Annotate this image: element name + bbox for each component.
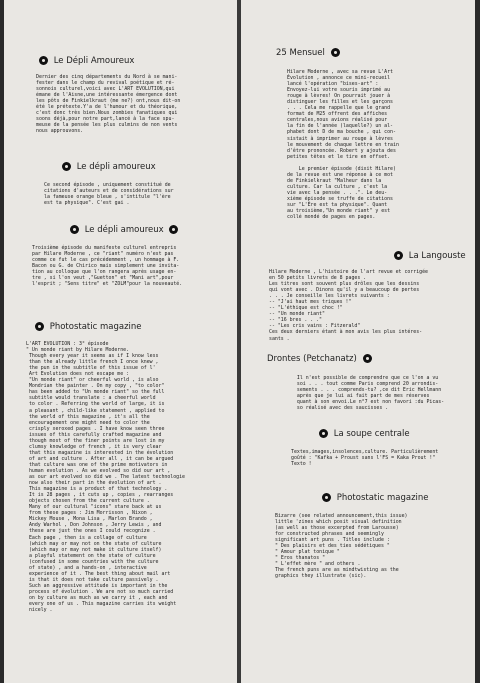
- section-heading: [267, 354, 375, 364]
- section-title: 25 Mensuel: [276, 48, 325, 58]
- bullet-icon: [70, 225, 79, 234]
- section-body: Bizarre (see related announcement,this issue) little 'zines which posit visual definition (as well as those excerpted from Larousse) for constructed phrases and seemingly significant art puns . Titles include : " Des plaisirs et des ties sédétiques " " Amour plat tonique " " Eros thanatos " " L'effet mère " and others . The french puns are as mindtwisting as the graphics they illustrate (sic).: [275, 513, 408, 580]
- section-body: L'ART EVOLUTION : 3° épisode " Un monde riant by Hilare Moderne. Though every year it seems as if I know less than the already little french I once knew , the pun in the subtitle of this issue of l' Art Evolution does not escape me : "Un monde riant" or cheerful world , is also Mondrian the painter . On my copy , "to color" has been added to "Un monde riant" so the full subtitle would translate : a cheerful world to color . Referring the world of large, it is a pleasant , child-like statement , applied to the world of this magazine , it's all the encouragement one might need to color the crisply xeroxed pages . I have know seen three issues of this carefully crafted magazine and though most of the finer points are lost in my clumsy knowledge of french , it is very clear that this magazine is interested in the évolution of art and culture . After all , it can be argued that culture was one of the prime motivators in human evolution . As we evolved so did our art , as our art evolved so did we . The latest technologie now also their part in the évolution of art . This magazine is a product of that technology . It is 28 pages , it cuts up , copies , rearranges objects chosen from the current culture . Many of our cultural "icons" stare back at us from these pages : Jim Morrisson , Nixon , Mickey Mouse , Mona Lisa , Marlon Brando , Andy Warhol , Don Johnson , Jerry Lewis , and these are just the ones I could recognize . Each page , then is a collage of culture (which may or may not on the state of culture (which may or may not make it culture itself) a playful statement on the state of culture (confused in some countries with the culture of state) , and a hands-on , interactive experience of it . The best thing about mail art is that it does not take culture passively . Such an aggressive attitude is important in the process of évolution . We are not so much carried on by culture as much as we carry it , each and every one of us . This magazine carries its weight nicely .: [26, 341, 185, 614]
- bullet-icon: [319, 429, 328, 438]
- section-body: Troisième épisode du manifeste culturel entrepris par Hilare Moderne , ce "riant" numéro n'est pas comme ce fut le cas précédemment , un hommage à F. Bacon ou G. de Chirico mais simplement une invita- tion au colloque que l'on rangera après usage en- tre , si l'on veut ,"Guetton" et "Mani art",pour l'esprit ; "Sens titre" et "ZOLM"pour la nouveauté.: [32, 245, 183, 288]
- bullet-icon: [331, 48, 340, 57]
- section-heading: [32, 322, 142, 332]
- section-title: Le Dépli Amoureux: [53, 56, 135, 66]
- section-title: Le dépli amoureux: [76, 162, 156, 172]
- section-heading: [391, 251, 466, 261]
- bullet-icon: [39, 56, 48, 65]
- section-body: Hilare Moderne , avec sa revue L'Art Évolution , annonce ce mini-recueil lancé l'opération "bises-art" : Envoyez-lui votre souris imprimé au rouge à lèvres! On pourrait jouer à distinguer les filles et les garçons . . . Cela me rappelle que le grand format de M25 offrent des affiches centrales,nous avions réalisé pour la fin de l'année (laquelle?) un al- phabet dont D de ma bouche , qui con- sistait à imprimer au rouge à lèvres le mouvement de chaque lettre en train d'être prononcée. Robert y ajouta des petites têtes et le tire en offset. Le premier épisode (dixit Hilare) de la revue est une réponse à ce mot de Finkielkraut "Malheur dans la culture. Car la culture , c'est la vie avec la pensée . . .". Le deu- xième épisode se truffe de citations sur "L'Ère est ta physique". Quant au troisième,"Un monde riant" y est collé mondé de pages en pages.: [287, 69, 399, 221]
- section-heading: [67, 225, 181, 235]
- section-title: Le dépli amoureux: [84, 225, 164, 235]
- section-title: Drontes (Petchanatz): [267, 354, 357, 364]
- section-heading: [319, 493, 429, 503]
- section-title: La Langouste: [408, 251, 466, 261]
- left-page: [4, 0, 237, 683]
- section-body: Il n'est possible de comprendre que ce l'on a vu soi . . . tout comme Paris comprend 20 arrondis- sements . . . comprends-tu? ,ce dit Eric Hellmann après que je lui ai fait part de mes réserves quant à son envoi.Le n°7 est non favori :du Picas- so réalisé avec des saucisses .: [296, 375, 445, 412]
- section-title: Photostatic magazine: [49, 322, 142, 332]
- bullet-icon: [169, 225, 178, 234]
- section-heading: [276, 48, 343, 58]
- bullet-icon: [394, 251, 403, 260]
- section-body: Dernier des cinq départements du Nord à se mani- fester dans le champ du revival poétique et ré- sonnois culturel,voici avec L'ART EVOLUTION,qui émane de l'Aisne,une intéressante émergence dont les pôts de Finkielkraut (me ne?) ont,nous dit-on été le prétexte.Y'a de l'humour et du théorique, c'est donc très bien.Nous zombies fanatiques qui soons déjà,pour notre part,lancé à la face spu- meuse de la pensée les plus culmins de non vents nous approuvons.: [36, 74, 181, 135]
- bullet-icon: [35, 322, 44, 331]
- bullet-icon: [363, 354, 372, 363]
- section-body: Ce second épisode , uniquement constitué de citations d'auteurs et de considérations sur la fameuse orange bleue , s'intitule "l'ère est ta physique". C'est gai .: [44, 182, 174, 207]
- section-title: Photostatic magazine: [336, 493, 429, 503]
- section-body: Hilare Moderne , L'histoire de l'art revue et corrigée en 50 petits livrets de 8 pages . Les titres sont souvent plus drôles que les dessins qui vont avec . Dinons qu'il y a beaucoup de pertes . . . Je conseille les livrets suivants : -- "J'ai haut mes triques !" -- "L'éthique est choc !" -- "Un monde riant" -- "16 bres . . ." -- "Les cris vains : Fitzerald" Ces deux derniers étant à mon avis les plus intéres- sants .: [269, 269, 428, 342]
- section-heading: [59, 162, 156, 172]
- right-page: [241, 0, 475, 683]
- section-heading: [36, 56, 134, 66]
- section-body: Textes,images,insolences,culture. Particulièrement goûté : "Kafka + Proust sans l'FS = Kaka Prout !" Texto !: [291, 449, 439, 468]
- section-title: La soupe centrale: [333, 429, 410, 439]
- bullet-icon: [62, 162, 71, 171]
- section-heading: [316, 429, 410, 439]
- bullet-icon: [322, 493, 331, 502]
